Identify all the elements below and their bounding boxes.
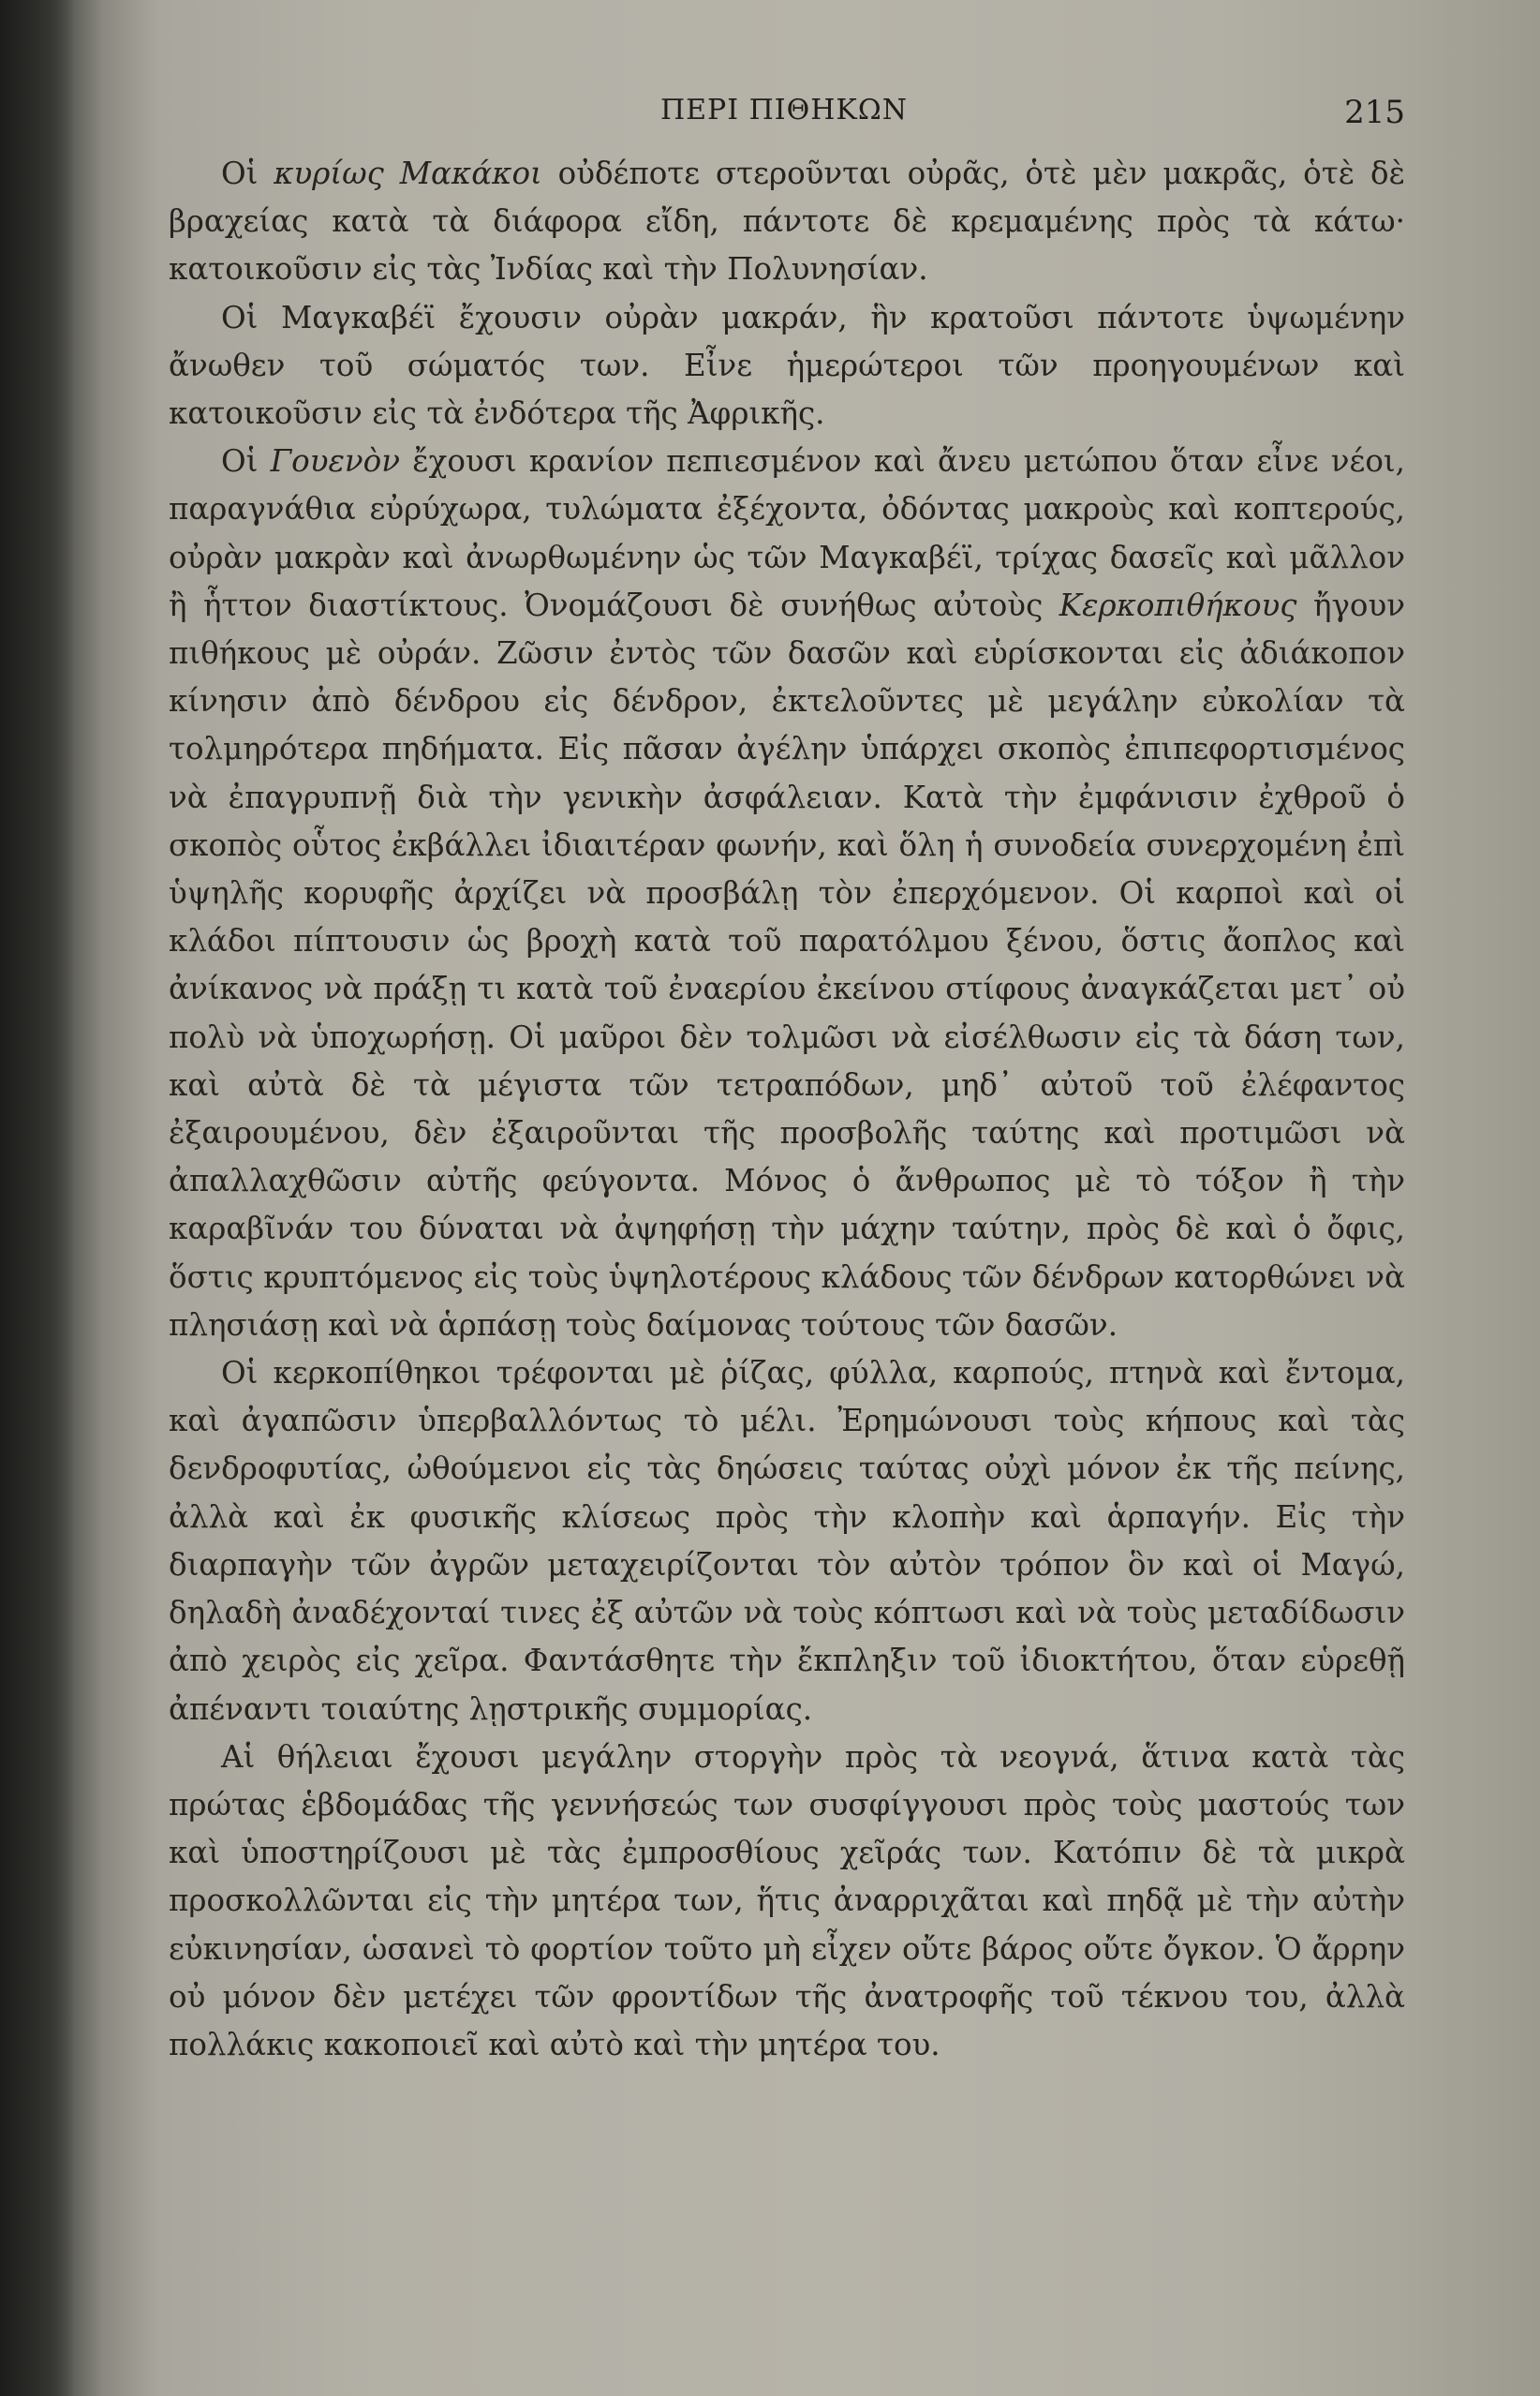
- running-head: [169, 94, 1405, 150]
- italic-term: κυρίως Μακάκοι: [274, 156, 542, 191]
- italic-term: Κερκοπιθήκους: [1059, 587, 1297, 623]
- header-title: ΠΕΡΙ ΠΙΘΗΚΩΝ: [660, 94, 908, 126]
- text-segment: Οἱ: [221, 443, 271, 480]
- text-segment: Οἱ κερκοπίθηκοι τρέφονται μὲ ῥίζας, φύλλα, καρπούς, πτηνὰ καὶ ἔντομα, καὶ ἀγαπῶσιν ὑπερβαλλόντως τὸ μέλι. Ἐρημώνουσι τοὺς κήπους καὶ τὰς δενδροφυτίας, ὠθούμενοι εἰς τὰς δηώσεις ταύτας οὐχὶ μόνον ἐκ τῆς πείνης, ἀλλὰ καὶ ἐκ φυσικῆς κλίσεως πρὸς τὴν κλοπὴν καὶ ἁρπαγήν. Εἰς τὴν διαρπαγὴν τῶν ἀγρῶν μεταχειρίζονται τὸν αὐτὸν τρόπον ὃν καὶ οἱ Μαγώ, δηλαδὴ ἀναδέχονταί τινες ἐξ αὐτῶν νὰ τοὺς κόπτωσι καὶ νὰ τοὺς μεταδίδωσιν ἀπὸ χειρὸς εἰς χεῖρα. Φαντάσθητε τὴν ἔκπληξιν τοῦ ἰδιοκτήτου, ὅταν εὑρεθῇ ἀπέναντι τοιαύτης λῃστρικῆς συμμορίας.: [169, 1355, 1405, 1727]
- text-segment: οὐδέποτε στεροῦνται οὐρᾶς, ὁτὲ μὲν μακρᾶς, ὁτὲ δὲ βραχείας κατὰ τὰ διάφορα εἴδη, πάντοτε δὲ κρεμαμένης πρὸς τὰ κάτω· κατοικοῦσιν εἰς τὰς Ἰνδίας καὶ τὴν Πολυνησίαν.: [169, 156, 1406, 288]
- page-number: 215: [1344, 94, 1405, 131]
- paragraph-macaques: [169, 150, 1405, 294]
- paragraph-mangabeys: [169, 294, 1405, 439]
- text-segment: ἤγουν πιθήκους μὲ οὐράν. Ζῶσιν ἐντὸς τῶν δασῶν καὶ εὑρίσκονται εἰς ἀδιάκοπον κίνησιν ἀπὸ δένδρου εἰς δένδρον, ἐκτελοῦντες μὲ μεγάλην εὐκολίαν τὰ τολμηρότερα πηδήματα. Εἰς πᾶσαν ἀγέλην ὑπάρχει σκοπὸς ἐπιπεφορτισμένος νὰ ἐπαγρυπνῇ διὰ τὴν γενικὴν ἀσφάλειαν. Κατὰ τὴν ἐμφάνισιν ἐχθροῦ ὁ σκοπὸς οὗτος ἐκβάλλει ἰδιαιτέραν φωνήν, καὶ ὅλη ἡ συνοδεία συνερχομένη ἐπὶ ὑψηλῆς κορυφῆς ἀρχίζει νὰ προσβάλῃ τὸν ἐπερχόμενον. Οἱ καρποὶ καὶ οἱ κλάδοι πίπτουσιν ὡς βροχὴ κατὰ τοῦ παρατόλμου ξένου, ὅστις ἄοπλος καὶ ἀνίκανος νὰ πράξῃ τι κατὰ τοῦ ἐναερίου ἐκείνου στίφους ἀναγκάζεται μετ᾽ οὐ πολὺ νὰ ὑποχωρήσῃ. Οἱ μαῦροι δὲν τολμῶσι νὰ εἰσέλθωσιν εἰς τὰ δάση των, καὶ αὐτὰ δὲ τὰ μέγιστα τῶν τετραπόδων, μηδ᾽ αὐτοῦ τοῦ ἐλέφαντος ἐξαιρουμένου, δὲν ἐξαιροῦνται τῆς προσβολῆς ταύτης καὶ προτιμῶσι νὰ ἀπαλλαχθῶσιν αὐτῆς φεύγοντα. Μόνος ὁ ἄνθρωπος μὲ τὸ τόξον ἢ τὴν καραβῖνάν του δύναται νὰ ἀψηφήσῃ τὴν μάχην ταύτην, πρὸς δὲ καὶ ὁ ὄφις, ὅστις κρυπτόμενος εἰς τοὺς ὑψηλοτέρους κλάδους τῶν δένδρων κατορθώνει νὰ πλησιάσῃ καὶ νὰ ἁρπάσῃ τοὺς δαίμονας τούτους τῶν δασῶν.: [169, 587, 1405, 1343]
- text-segment: Οἱ: [221, 156, 274, 191]
- text-segment: Αἱ θήλειαι ἔχουσι μεγάλην στοργὴν πρὸς τὰ νεογνά, ἅτινα κατὰ τὰς πρώτας ἑβδομάδας τῆς γεννήσεώς των συσφίγγουσι πρὸς τοὺς μαστούς των καὶ ὑποστηρίζουσι μὲ τὰς ἐμπροσθίους χεῖράς των. Κατόπιν δὲ τὰ μικρὰ προσκολλῶνται εἰς τὴν μητέρα των, ἥτις ἀναρριχᾶται καὶ πηδᾷ μὲ τὴν αὐτὴν εὐκινησίαν, ὡσανεὶ τὸ φορτίον τοῦτο μὴ εἶχεν οὔτε βάρος οὔτε ὄγκον. Ὁ ἄρρην οὐ μόνον δὲν μετέχει τῶν φροντίδων τῆς ἀνατροφῆς τοῦ τέκνου του, ἀλλὰ πολλάκις κακοποιεῖ καὶ αὐτὸ καὶ τὴν μητέρα του.: [169, 1738, 1405, 2062]
- paragraph-guenons: [169, 438, 1405, 1349]
- text-segment: ἔχουσι κρανίον πεπιεσμένον καὶ ἄνευ μετώπου ὅταν εἶνε νέοι, παραγνάθια εὐρύχωρα, τυλώματα ἐξέχοντα, ὀδόντας μακροὺς καὶ κοπτερούς, οὐρὰν μακρὰν καὶ ἀνωρθωμένην ὡς τῶν Μαγκαβέϊ, τρίχας δασεῖς καὶ μᾶλλον ἢ ἧττον διαστίκτους. Ὀνομάζουσι δὲ συνήθως αὐτοὺς: [169, 443, 1406, 623]
- body-text: [169, 150, 1405, 2069]
- binding-shadow: [0, 0, 75, 2396]
- paragraph-females: [169, 1734, 1405, 2069]
- italic-term: Γουενὸν: [270, 443, 401, 480]
- text-segment: Οἱ Μαγκαβέϊ ἔχουσιν οὐρὰν μακράν, ἣν κρατοῦσι πάντοτε ὑψωμένην ἄνωθεν τοῦ σώματός των. Εἶνε ἡμερώτεροι τῶν προηγουμένων καὶ κατοικοῦσιν εἰς τὰ ἐνδότερα τῆς Ἀφρικῆς.: [169, 299, 1405, 432]
- paragraph-diet: [169, 1349, 1405, 1734]
